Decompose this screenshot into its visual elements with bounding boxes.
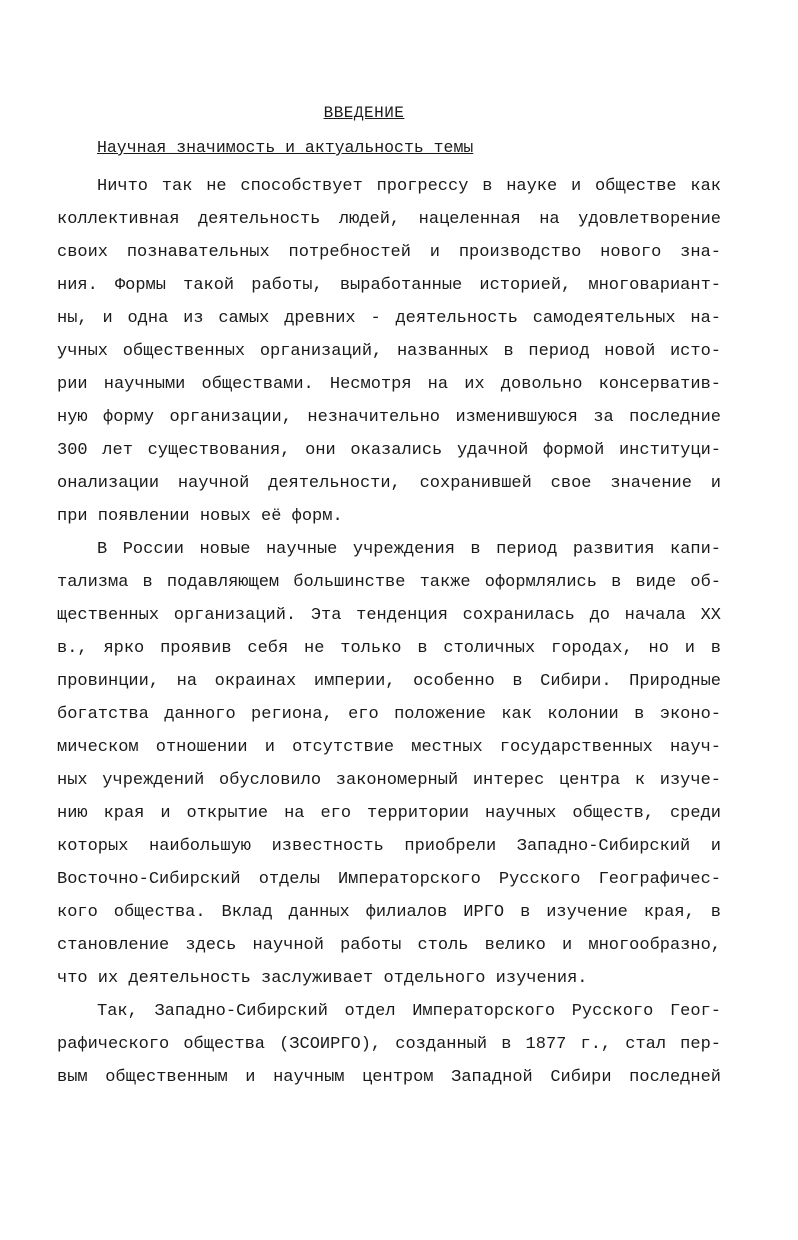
text-line: ны, и одна из самых древних - деятельность самодеятельных на- xyxy=(57,309,721,328)
text-line: при появлении новых её форм. xyxy=(57,507,343,526)
paragraph-3 xyxy=(57,995,721,1094)
text-line: Так, Западно-Сибирский отдел Императорского Русского Геог- xyxy=(97,1002,721,1021)
text-line: провинции, на окраинах империи, особенно в Сибири. Природные xyxy=(57,672,721,691)
text-line: вым общественным и научным центром Западной Сибири последней xyxy=(57,1068,721,1087)
body-text xyxy=(57,170,721,1094)
text-line: Восточно-Сибирский отделы Императорского Русского Географичес- xyxy=(57,870,721,889)
text-line: рии научными обществами. Несмотря на их довольно консерватив- xyxy=(57,375,721,394)
section-subheading: Научная значимость и актуальность темы xyxy=(97,138,474,157)
text-line: богатства данного региона, его положение как колонии в эконо- xyxy=(57,705,721,724)
text-line: ных учреждений обусловило закономерный интерес центра к изуче- xyxy=(57,771,721,790)
text-line: учных общественных организаций, названных в период новой исто- xyxy=(57,342,721,361)
text-line: В России новые научные учреждения в период развития капи- xyxy=(97,540,721,559)
text-line: что их деятельность заслуживает отдельного изучения. xyxy=(57,969,588,988)
text-line: онализации научной деятельности, сохранившей свое значение и xyxy=(57,474,721,493)
text-line: в., ярко проявив себя не только в столичных городах, но и в xyxy=(57,639,721,658)
text-line: своих познавательных потребностей и производство нового зна- xyxy=(57,243,721,262)
paragraph-2 xyxy=(57,533,721,995)
text-line: рафического общества (ЗСОИРГО), созданный в 1877 г., стал пер- xyxy=(57,1035,721,1054)
text-line: которых наибольшую известность приобрели Западно-Сибирский и xyxy=(57,837,721,856)
text-line: ния. Формы такой работы, выработанные историей, многовариант- xyxy=(57,276,721,295)
text-line: кого общества. Вклад данных филиалов ИРГО в изучение края, в xyxy=(57,903,721,922)
paragraph-1 xyxy=(57,170,721,533)
text-line: становление здесь научной работы столь велико и многообразно, xyxy=(57,936,721,955)
text-line: 300 лет существования, они оказались удачной формой институци- xyxy=(57,441,721,460)
text-line: коллективная деятельность людей, нацеленная на удовлетворение xyxy=(57,210,721,229)
text-line: мическом отношении и отсутствие местных государственных науч- xyxy=(57,738,721,757)
text-line: тализма в подавляющем большинстве также оформлялись в виде об- xyxy=(57,573,721,592)
text-line: Ничто так не способствует прогрессу в науке и обществе как xyxy=(97,177,721,196)
text-line: щественных организаций. Эта тенденция сохранилась до начала XX xyxy=(57,606,721,625)
text-line: нию края и открытие на его территории научных обществ, среди xyxy=(57,804,721,823)
section-heading: ВВЕДЕНИЕ xyxy=(323,104,405,122)
text-line: ную форму организации, незначительно изменившуюся за последние xyxy=(57,408,721,427)
